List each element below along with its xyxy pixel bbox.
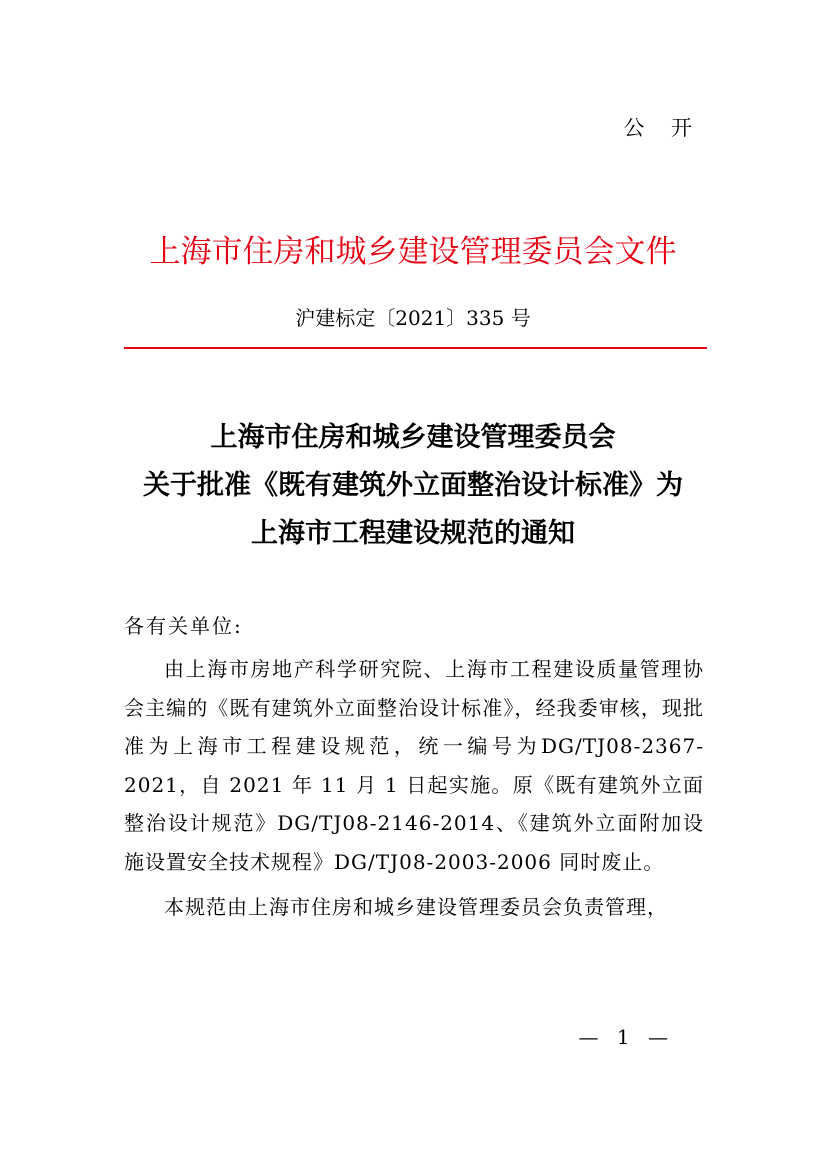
red-divider xyxy=(124,347,707,349)
page-number: — 1 — xyxy=(578,1025,674,1049)
title-line-2: 关于批准《既有建筑外立面整治设计标准》为 xyxy=(143,470,683,501)
paragraph: 本规范由上海市住房和城乡建设管理委员会负责管理， xyxy=(164,895,668,919)
notice-title xyxy=(0,414,826,558)
issuer-heading: 上海市住房和城乡建设管理委员会文件 xyxy=(149,234,677,270)
salutation: 各有关单位: xyxy=(124,614,243,638)
document-number: 沪建标定〔2021〕335 号 xyxy=(295,306,531,330)
title-line-3: 上海市工程建设规范的通知 xyxy=(251,518,575,549)
title-line-1: 上海市住房和城乡建设管理委员会 xyxy=(210,422,616,453)
disclosure-label: 公 开 xyxy=(623,116,702,140)
body-text xyxy=(124,650,704,927)
paragraph: 由上海市房地产科学研究院、上海市工程建设质量管理协会主编的《既有建筑外立面整治设计标准》，经我委审核，现批准为上海市工程建设规范，统一编号为DG/TJ08-2367-2021，自 2021 年 11 月 1 日起实施。原《既有建筑外立面整治设计规范》DG/TJ08-2146-2014、《建筑外立面附加设施设置安全技术规程》DG/TJ08-2003-2006 同时废止。 xyxy=(124,657,704,874)
